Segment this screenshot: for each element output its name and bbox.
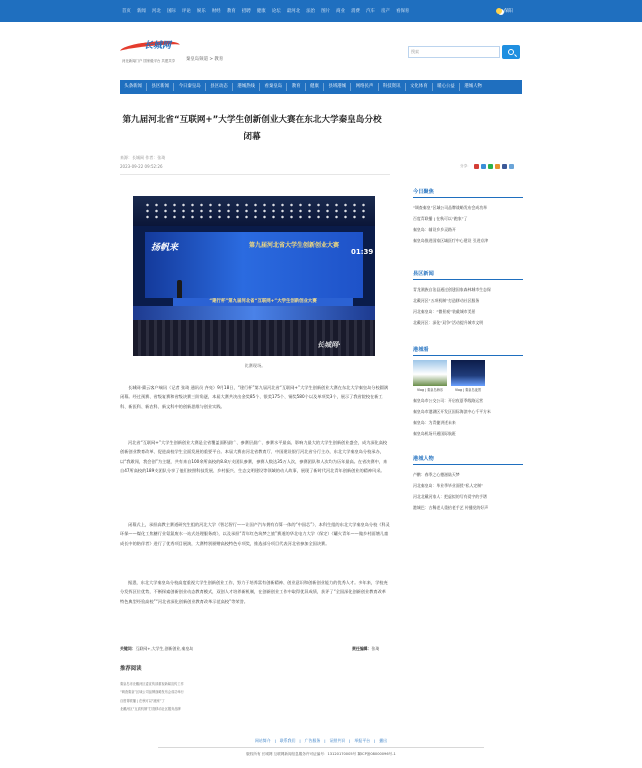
recommend-item[interactable]: 北戴河区“互质机制”打造移动社区服务品牌 (120, 707, 181, 712)
channel-link[interactable]: 网络民声 (351, 83, 378, 91)
top-nav-link[interactable]: 河北 (151, 9, 161, 14)
sidebar-section-title[interactable]: 县区新闻 (413, 270, 523, 280)
recommend-item[interactable]: 秦皇岛市北戴河区委宣传部重视新闻宣传工作 (120, 682, 184, 686)
photo-screen-text-mid: 第九届河北省大学生创新创业大赛 (249, 242, 340, 249)
sidebar-section-county (413, 270, 523, 328)
share-icon[interactable] (488, 164, 493, 169)
footer-separator: | (299, 738, 301, 743)
article-date: 2023-09-22 09:52:26 (120, 164, 163, 169)
sidebar-item[interactable]: “调查秦皇”区域公司品牌战略发布会成功举 (413, 205, 488, 210)
sidebar-section-title[interactable]: 港城看 (413, 346, 523, 356)
footer-divider (158, 747, 484, 748)
thumb-caption: Vlog | 秦皇岛夜景 (454, 388, 482, 392)
top-nav-link[interactable]: 消费 (351, 9, 360, 14)
footer-link[interactable]: 播出 (379, 738, 388, 743)
channel-link[interactable]: 暖心公益 (433, 83, 460, 91)
sidebar-item[interactable]: 港城巴：古稀老人重拾老手艺 传播党的好声 (413, 505, 489, 510)
thumb-card[interactable] (451, 360, 485, 392)
top-nav-link[interactable]: 图片 (321, 9, 330, 14)
share-icon[interactable] (481, 164, 486, 169)
thumb-image (451, 360, 485, 386)
weather-widget[interactable] (496, 6, 513, 16)
thumb-caption: Vlog | 秦皇岛海乐 (416, 388, 444, 392)
footer-copyright: 版权所有 长城网 互联网新闻信息服务许可证编号：13120170005号 冀ICP备08000096号-1 (246, 752, 396, 756)
channel-link[interactable]: 港城热线 (233, 83, 260, 91)
share-icon[interactable] (509, 164, 514, 169)
sidebar-section-people (413, 455, 523, 513)
recommend-item[interactable]: “调查秦皇”区域公司品牌战略发布会成功举行 (120, 690, 184, 695)
search-button[interactable] (502, 45, 520, 59)
footer-separator: | (274, 738, 276, 743)
sidebar-item[interactable]: 秦皇岛市港湖区开发区国际海滨中心千平方米 (413, 409, 491, 414)
footer-separator: | (373, 738, 376, 743)
keywords-value[interactable]: 互联网+,大学生,创新创业,秦皇岛 (135, 646, 194, 651)
sidebar-thumbs (413, 360, 523, 392)
sidebar-item[interactable]: 秦皇岛机场开通国际航班 (413, 431, 456, 436)
thumb-image (413, 360, 447, 386)
channel-nav (120, 80, 522, 94)
channel-link[interactable]: 头条新闻 (120, 83, 147, 91)
title-divider (120, 174, 390, 175)
article-paragraph: 河北省“互联网+”大学生创新创业大赛是全省覆盖面积最广、参赛层最广、参赛水平最高、影响力最大的大学生创新创业盛会，成为深化高校创新创业教育改革、促进高校学生全面发展的重要平台。本届大赛由河北省教育厅、中国建设银行河北省分行主办，东北大学秦皇岛分校承办，以“我敢闯，我会创”为主题，共有来自100余所高校的8.8万支团队参赛，参赛人数达35万人次，参赛团队和人次均为历年最高。在省决赛中，来自47所高校的189支团队分享了他们按照科技发展、乡村振兴、生态文明建设等领域的动人故事，展现了新时代河北青年创新创业的精神风采。 (120, 440, 388, 474)
top-nav-link[interactable]: 论坛 (271, 9, 281, 14)
share-icon[interactable] (474, 164, 479, 169)
channel-link[interactable]: 县区动态 (206, 83, 233, 91)
sidebar-item[interactable]: 卢鹏：春季之心德滋陆天梦 (413, 472, 460, 477)
top-nav-link[interactable]: 招聘 (241, 9, 251, 14)
logo-tagline: 河北新闻门户 国家级平台 共建共享 (122, 59, 176, 63)
sidebar-item[interactable]: 北戴河区：深化“双争”活动提升城市文明 (413, 320, 484, 325)
top-nav-link[interactable]: 新闻 (136, 9, 146, 14)
article-paragraph: 闭幕式上，承担高教主赛道研究生组的河北大学《智芯智行——让国产汽车拥有存算一体的“中国芯”》、本科生组的东北大学秦皇岛分校《科灵环保——煤化工焦糖行业氨氮废水一站式处理服务商》，以及承担“青年红色筑梦之旅”赛道的华北电力大学（保定）《罐火青年——做乡村面塘儿童成长中的陪伴者》进行了优秀项目展演，大赛特别颁赠高校特色专项奖，推选部分项目代表河北省参加全国决赛。 (120, 522, 390, 546)
photo-caption: 比赛现场。 (244, 363, 266, 368)
sidebar-section-title[interactable]: 今日聚焦 (413, 188, 523, 198)
photo-stage (133, 306, 375, 320)
sidebar-section-title[interactable]: 港城人物 (413, 455, 523, 465)
footer-separator: | (324, 738, 326, 743)
photo-watermark: 长城网· (317, 341, 341, 349)
channel-link[interactable]: 教育 (287, 83, 305, 91)
editor-value: 张琦 (371, 646, 380, 651)
share-icon[interactable] (502, 164, 507, 169)
top-nav-link[interactable]: 国际 (166, 9, 176, 14)
footer-links (0, 738, 642, 744)
sidebar-item[interactable]: 秦皇岛：为青捷讲述未来 (413, 420, 456, 425)
weather-city: 保阳 (504, 9, 513, 14)
logo-mark: 长城网 (144, 41, 172, 51)
thumb-card[interactable] (413, 360, 447, 392)
article-title: 第九届河北省“互联网+”大学生创新创业大赛在东北大学秦皇岛分校闭幕 (122, 115, 382, 142)
footer-link[interactable]: 网站简介 (254, 738, 271, 743)
channel-link[interactable]: 健康 (306, 83, 324, 91)
footer-link[interactable]: 联系我们 (279, 738, 296, 743)
top-nav-link[interactable]: 商业 (336, 9, 345, 14)
photo-screen-text-left: 扬帆来 (151, 243, 179, 253)
keywords (120, 646, 193, 652)
share-bar (460, 164, 514, 169)
channel-link[interactable]: 科技资讯 (379, 83, 406, 91)
sidebar-item[interactable]: 北戴河区“五项机制”打造移动社区服务 (413, 298, 480, 303)
article-paragraph: 据悉，东北大学秦皇岛分校高度重视大学生创新创业工作，努力于培养富有创新精神、创业意识和创新创业能力的优秀人才。多年来，学校充分发挥区位优势，不断探索创新创业动态教育模式，双创人才培养新机制，在创新创业工作中取得优异成绩，获评了“全国深化创新创业教育改革特色典型经验高校”“河北省深化创新创业教育改革示范高校”等荣誉。 (120, 580, 388, 604)
sidebar-item[interactable]: 秦皇岛市公交公司：开启夜夏季线路运营 (413, 398, 484, 403)
keywords-label: 关键词： (120, 646, 136, 651)
search-input[interactable]: 搜索 (408, 46, 500, 58)
search-icon (508, 49, 514, 55)
article-paragraph: 长城网·冀云客户端讯（记者 张琦 通讯员 齐亮）9月18日，“建行杯”第九届河北省“互联网+”大学生创新创业大赛在东北大学秦皇岛分校圆满闭幕。经过预赛、省级复赛和省级决赛三阶角逐，本届大赛共决出金奖85个、银奖175个、铜奖580个以及单项奖3个，展示了我省院校在新工科、新医科、新农科、新文科中的创新思维与创业实践。 (120, 385, 389, 409)
sidebar-item[interactable]: 河北秦皇岛：毕业季毕业面授“私人定制” (413, 483, 484, 488)
photo-speaker (177, 280, 182, 300)
photo-screen-timer: 01:39 (351, 248, 374, 256)
recommend-title: 推荐阅读 (120, 666, 142, 672)
weather-icon (496, 8, 502, 14)
top-nav-link[interactable]: 健康 (256, 9, 266, 14)
channel-link[interactable]: 文化体育 (406, 83, 433, 91)
footer-link[interactable]: 证照共识 (329, 738, 346, 743)
sidebar-section-view (413, 346, 523, 439)
site-logo[interactable] (120, 38, 186, 68)
article-photo (133, 196, 375, 356)
top-nav-link[interactable]: 房产 (381, 9, 390, 14)
top-nav-bar (0, 0, 642, 22)
channel-link[interactable]: 县域港城 (324, 83, 351, 91)
top-nav-link[interactable]: 最河北 (286, 9, 301, 14)
channel-link[interactable]: 看秦皇岛 (260, 83, 287, 91)
sidebar-item[interactable]: 河北秦皇岛：“微景观”装截城市美景 (413, 309, 476, 314)
editor (352, 646, 379, 652)
channel-link[interactable]: 港城人物 (464, 84, 482, 89)
share-icon[interactable] (495, 164, 500, 169)
share-label: 分享： (460, 164, 471, 168)
sidebar-item[interactable]: 秦皇岛推进国家区域医疗中心建设 引进京津 (413, 238, 489, 243)
editor-label: 责任编辑： (352, 646, 372, 651)
article-source: 来源：长城网 作者：张琦 (120, 155, 166, 160)
channel-link[interactable]: 今日秦皇岛 (174, 83, 206, 91)
sidebar-item[interactable]: 百度青联播 | 在秋可以“跑家”了 (413, 216, 468, 221)
sidebar-section-focus (413, 188, 523, 246)
top-nav-link[interactable]: 首页 (122, 9, 131, 14)
photo-audience (133, 320, 375, 356)
top-nav-link[interactable]: 汽车 (366, 9, 375, 14)
channel-link[interactable]: 县区新闻 (147, 83, 174, 91)
sidebar-item[interactable]: 秦皇岛：辅设乡乡灵路开 (413, 227, 456, 232)
recommend-list (120, 680, 360, 714)
footer-separator: | (349, 738, 351, 743)
top-nav-link[interactable]: 教育 (226, 9, 236, 14)
top-nav-link[interactable]: 财经 (211, 9, 221, 14)
top-nav (122, 0, 409, 22)
top-nav-link[interactable]: 法治 (306, 9, 315, 14)
sidebar-item[interactable]: 河北北戴河家人：把虚拟的写有爱字的手谱 (413, 494, 487, 499)
top-nav-link[interactable]: 看保育 (396, 9, 410, 14)
footer-link[interactable]: 举报平台 (354, 738, 370, 743)
recommend-item[interactable]: 百度青联播 | 在秋可以“跑家”了 (120, 698, 165, 703)
photo-banner: “建行杯”第九届河北省“互联网+”大学生创新创业大赛 (173, 298, 353, 306)
sidebar-item[interactable]: 青龙满族自治县通过创建国家森林城市生态保 (413, 287, 491, 292)
top-nav-link[interactable]: 评论 (181, 9, 191, 14)
photo-lights (143, 202, 365, 220)
top-nav-link[interactable]: 娱乐 (196, 9, 206, 14)
footer-link[interactable]: 广告服务 (304, 738, 321, 743)
breadcrumb[interactable]: 秦皇岛频道 > 教育 (186, 57, 224, 62)
